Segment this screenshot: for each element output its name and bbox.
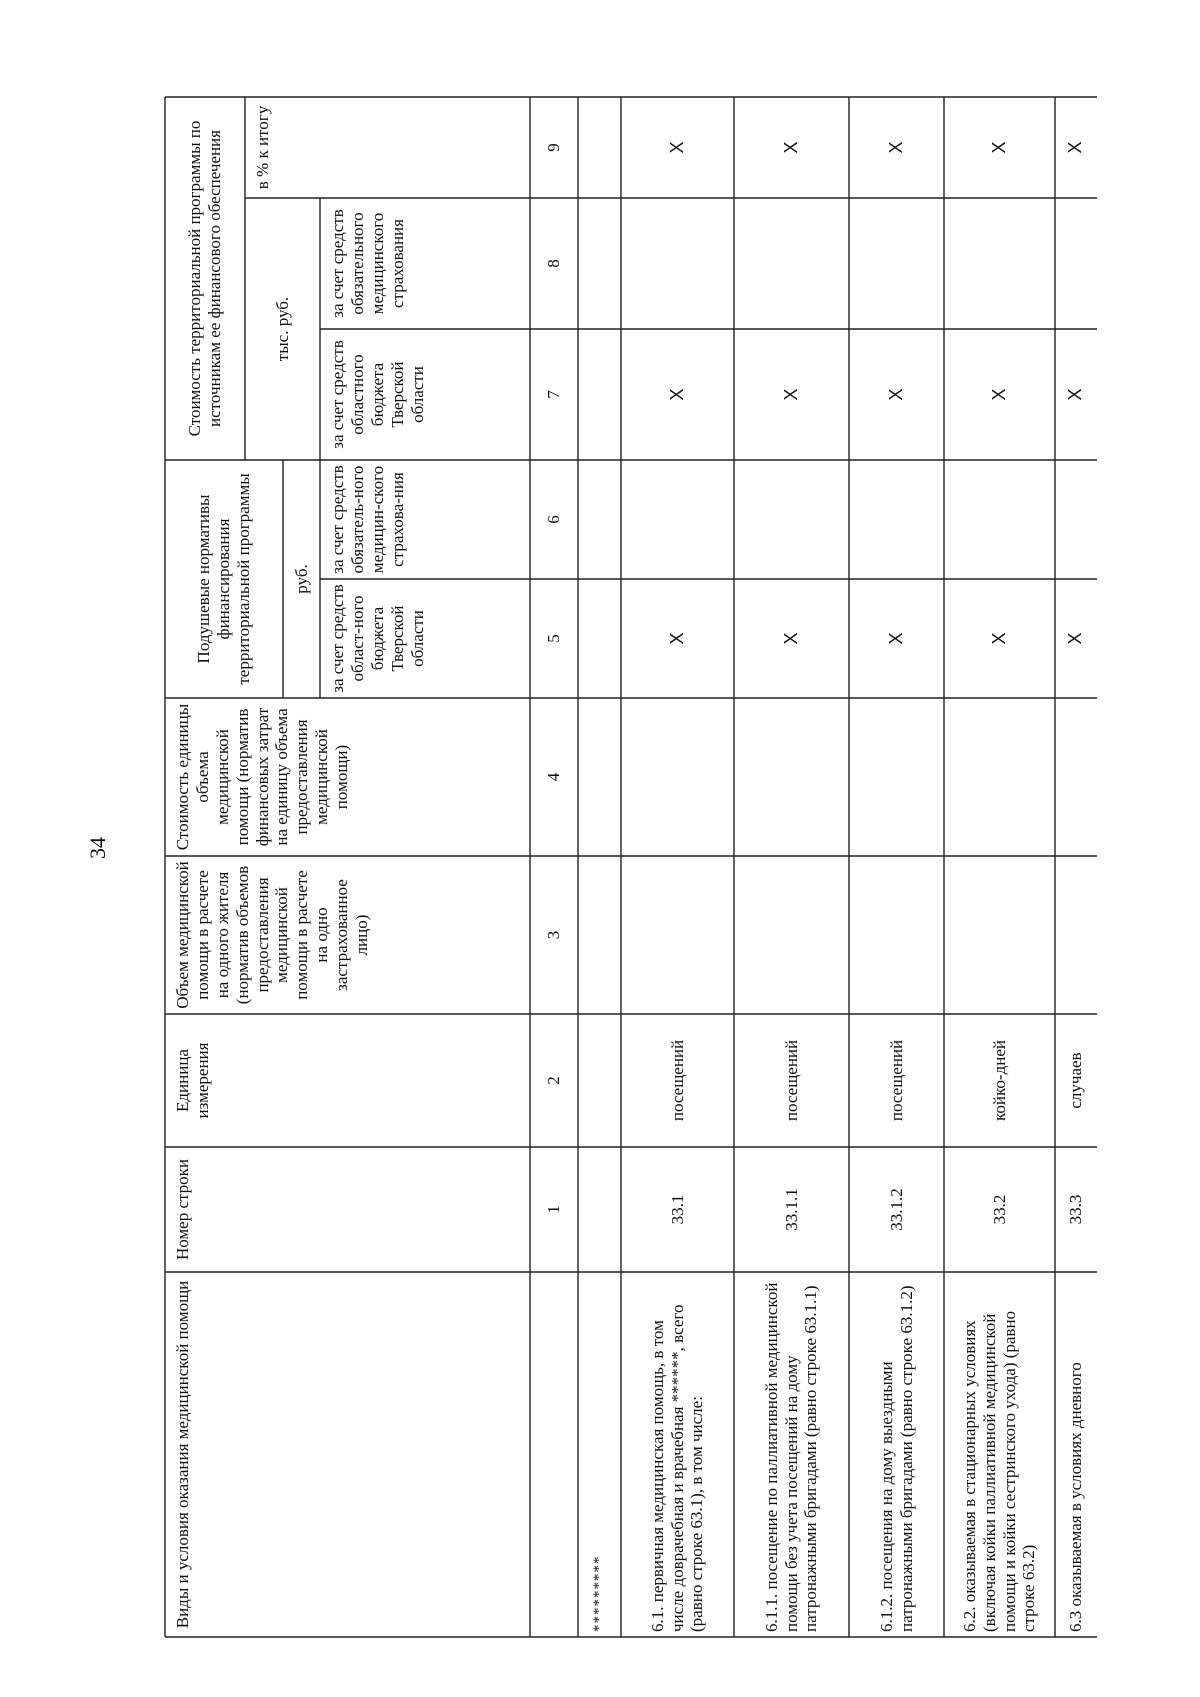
row-number: 33.1 [667,1194,687,1225]
column-number: 5 [544,634,564,643]
not-applicable-mark: Х [1065,141,1086,154]
header-volume: Объем медицинской помощи в расчете на одного жителя (норматив объемов предоставления медицинской помощи в расчете на одно застрахованное лицо) [173,861,371,1009]
row-unit: посещений [667,1039,687,1122]
header-thousand-rub: тыс. руб. [272,296,292,362]
not-applicable-mark: Х [780,141,801,154]
column-number: 8 [544,259,564,268]
not-applicable-mark: Х [1065,632,1086,645]
not-applicable-mark: Х [1065,388,1086,401]
row-name: 6.1.1. посещение по паллиативной медицинской помощи без учета посещений на дому патронажными бригадами (равно строке 63.1.1) [761,1282,821,1632]
not-applicable-mark: Х [666,632,687,645]
header-rub: руб. [291,564,311,594]
not-applicable-mark: Х [780,388,801,401]
not-applicable-mark: Х [988,141,1009,154]
column-number: 7 [544,390,564,399]
column-number: 3 [544,930,564,940]
page-number: 34 [85,837,110,859]
not-applicable-mark: Х [885,632,906,645]
header-unit-cost: Стоимость единицы объема медицинской помощи (норматив финансовых затрат на единицу объема предоставления медицинской помощи) [173,703,351,851]
financing-table [165,97,1115,1637]
not-applicable-mark: Х [666,388,687,401]
row-number: 33.3 [1066,1194,1086,1225]
header-per-capita-regional: за счет средств област-ного бюджета Тверской области [328,584,427,693]
column-number: 1 [544,1205,564,1214]
header-per-capita-oms: за счет средств обязатель-ного медицин-ского страхова-ния [328,465,407,574]
row-name: 6.3 оказываемая в условиях дневного [1066,1362,1086,1632]
column-number: 4 [544,772,564,782]
row-name: 6.2. оказываемая в стационарных условиях (включая койки паллиативной медицинской помощи и койки сестринского ухода) (равно строке 63.2) [959,1310,1039,1632]
row-number: 33.1.2 [886,1188,906,1231]
header-unit: Единица измерения [173,1042,212,1119]
not-applicable-mark: Х [780,632,801,645]
not-applicable-mark: Х [988,632,1009,645]
column-number: 6 [544,515,564,524]
row-name: 6.1. первичная медицинская помощь, в том числе доврачебная и врачебная ******, всего (равно строке 63.1), в том числе: [647,1304,707,1632]
not-applicable-mark: Х [885,141,906,154]
section-label: ********* [590,1555,607,1632]
not-applicable-mark: Х [666,141,687,154]
not-applicable-mark: Х [885,388,906,401]
row-unit: случаев [1066,1052,1086,1109]
header-types: Виды и условия оказания медицинской помощи [173,1280,192,1629]
header-row-number: Номер строки [173,1158,192,1261]
header-cost-oms: за счет средств обязательного медицинского страхования [328,209,407,318]
row-name: 6.1.2. посещения на дому выездными патронажными бригадами (равно строке 63.1.2) [876,1285,916,1632]
row-unit: посещений [886,1039,906,1122]
row-unit: койко-дней [989,1040,1009,1121]
column-number: 2 [544,1076,564,1085]
row-number: 33.2 [989,1194,1009,1225]
row-unit: посещений [781,1039,801,1122]
not-applicable-mark: Х [988,388,1009,401]
header-per-capita: Подушевые нормативы финансирования территориальной программы [194,473,253,685]
column-number: 9 [544,143,564,152]
header-percent: в % к итогу [253,105,272,190]
header-cost: Стоимость территориальной программы по источникам ее финансового обеспечения [185,120,224,437]
header-cost-regional: за счет средств областного бюджета Тверской области [328,340,427,449]
row-number: 33.1.1 [781,1188,801,1231]
